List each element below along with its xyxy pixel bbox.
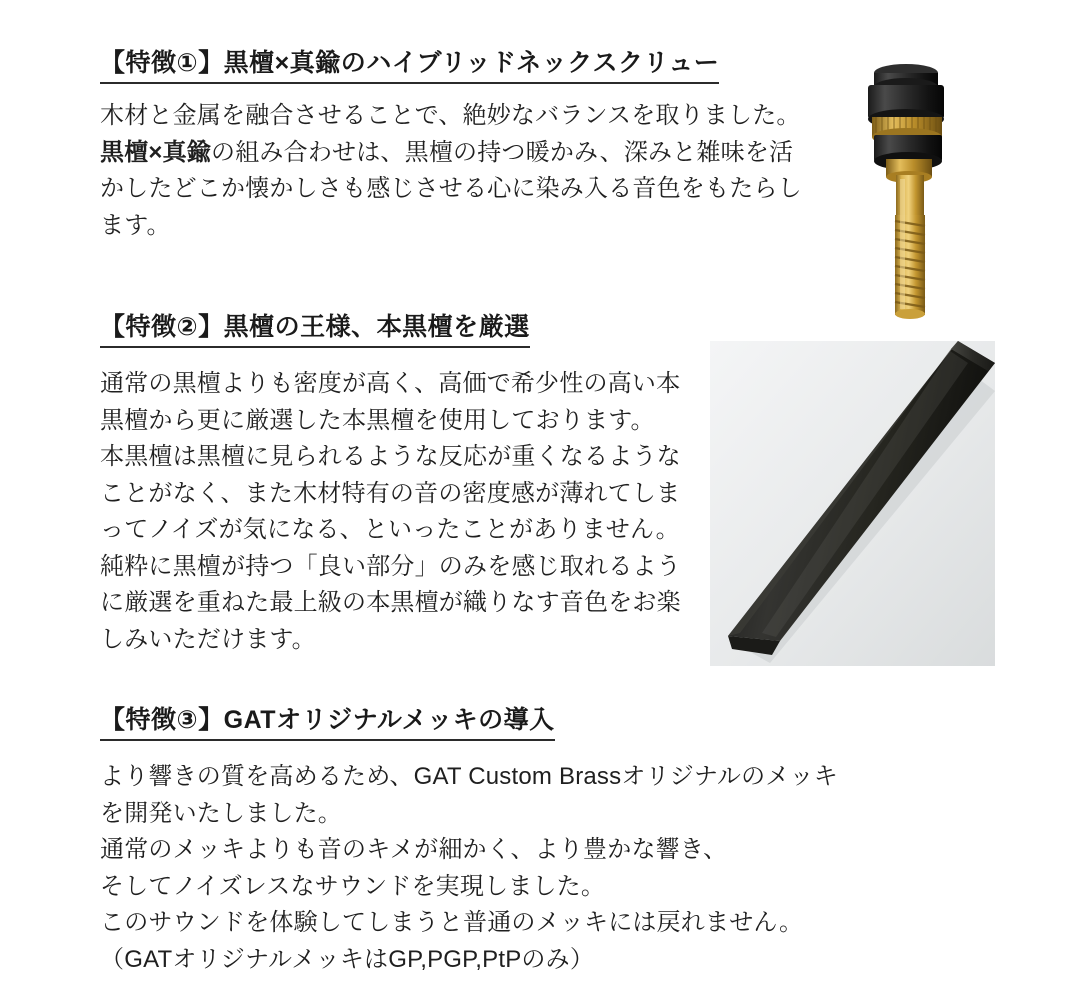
feature-section-3 — [100, 705, 890, 978]
feature-2-heading: 【特徴②】黒檀の王様、本黒檀を厳選 — [100, 312, 530, 348]
feature-2-line-3: 本黒檀は黒檀に見られるような反応が重くなるような — [100, 443, 681, 471]
feature-section-2 — [100, 312, 710, 658]
feature-2-line-2: 黒檀から更に厳選した本黒檀を使用しております。 — [100, 406, 655, 434]
feature-1-line-2-rest: の組み合わせは、黒檀の持つ暖かみ、深みと雑味を活 — [211, 138, 794, 166]
feature-2-line-6: 純粋に黒檀が持つ「良い部分」のみを感じ取れるよう — [100, 552, 681, 580]
feature-2-line-7: に厳選を重ねた最上級の本黒檀が織りなす音色をお楽 — [100, 589, 681, 617]
feature-3-line-4: そしてノイズレスなサウンドを実現しました。 — [100, 872, 606, 900]
feature-section-1 — [100, 48, 840, 244]
feature-3-line-6: （GATオリジナルメッキはGP,PGP,PtPのみ） — [100, 945, 595, 973]
feature-1-body — [100, 98, 830, 244]
feature-1-heading: 【特徴①】黒檀×真鍮のハイブリッドネックスクリュー — [100, 48, 719, 84]
feature-3-line-2: を開発いたしました。 — [100, 799, 342, 827]
feature-1-line-1: 木材と金属を融合させることで、絶妙なバランスを取りました。 — [100, 102, 801, 130]
feature-1-line-4: ます。 — [100, 211, 171, 239]
feature-3-body — [100, 759, 890, 978]
feature-3-line-5: このサウンドを体験してしまうと普通のメッキには戻れません。 — [100, 909, 804, 937]
feature-1-line-2 — [100, 135, 830, 171]
ebony-bar-photo — [710, 341, 995, 666]
feature-1-bold-term: 黒檀×真鍮 — [100, 138, 212, 166]
feature-2-line-4: ことがなく、また木材特有の音の密度感が薄れてしま — [100, 479, 681, 507]
feature-3-line-3: 通常のメッキよりも音のキメが細かく、より豊かな響き、 — [100, 836, 728, 864]
neck-screw-photo — [848, 55, 1038, 325]
feature-1-line-3: かしたどこか懐かしさも感じさせる心に染み入る音色をもたらし — [100, 175, 802, 203]
feature-2-line-8: しみいただけます。 — [100, 625, 316, 653]
feature-3-line-1: より響きの質を高めるため、GAT Custom Brassオリジナルのメッキ — [100, 763, 838, 791]
feature-2-body — [100, 366, 710, 658]
feature-2-line-1: 通常の黒檀よりも密度が高く、高価で希少性の高い本 — [100, 370, 681, 398]
feature-2-line-5: ってノイズが気になる、といったことがありません。 — [100, 516, 680, 544]
feature-3-heading: 【特徴③】GATオリジナルメッキの導入 — [100, 705, 555, 741]
